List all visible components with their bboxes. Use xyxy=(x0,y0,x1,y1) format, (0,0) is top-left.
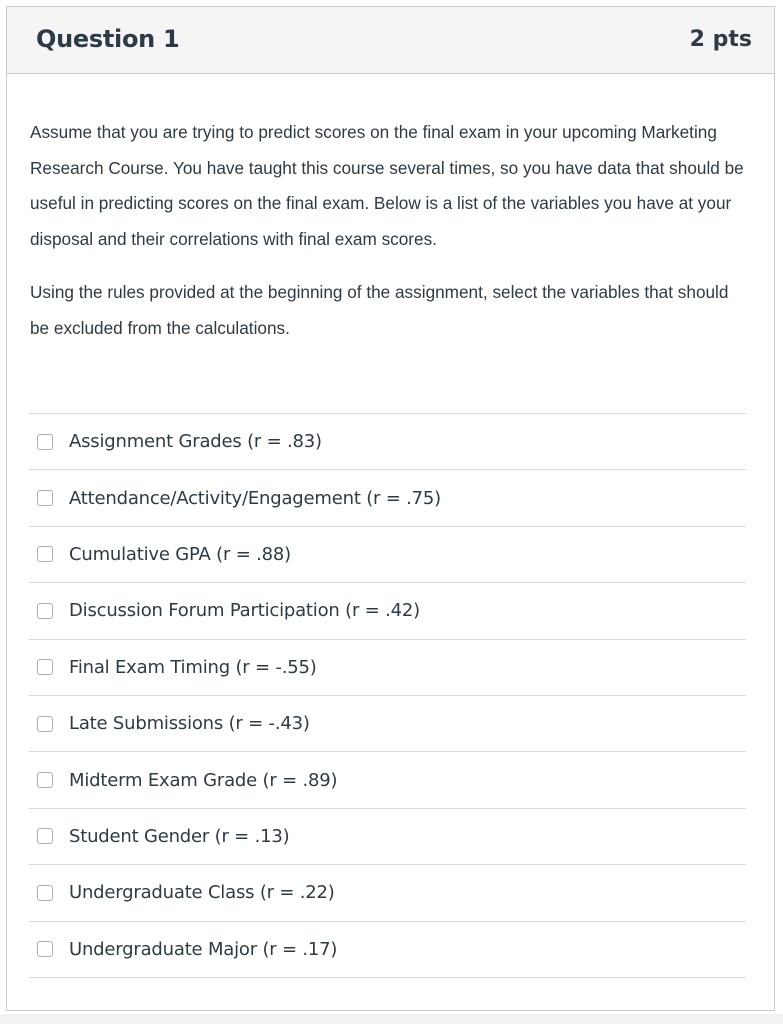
answer-checkbox[interactable] xyxy=(37,603,53,619)
answer-checkbox[interactable] xyxy=(37,772,53,788)
answer-option[interactable] xyxy=(29,583,746,639)
page-bottom-strip xyxy=(0,1014,783,1024)
answer-checkbox[interactable] xyxy=(37,716,53,732)
answer-label[interactable]: Discussion Forum Participation (r = .42) xyxy=(69,600,420,622)
question-title: Question 1 xyxy=(36,25,180,53)
answer-option[interactable] xyxy=(29,922,746,978)
answer-option[interactable] xyxy=(29,527,746,583)
answer-label[interactable]: Attendance/Activity/Engagement (r = .75) xyxy=(69,487,442,509)
answer-checkbox[interactable] xyxy=(37,828,53,844)
answer-label[interactable]: Cumulative GPA (r = .88) xyxy=(69,543,291,565)
answer-option[interactable] xyxy=(29,865,746,921)
question-header xyxy=(7,7,774,74)
answer-label[interactable]: Midterm Exam Grade (r = .89) xyxy=(69,769,338,791)
answer-option[interactable] xyxy=(29,414,746,470)
answer-option[interactable] xyxy=(29,696,746,752)
answer-list xyxy=(29,413,746,978)
answer-option[interactable] xyxy=(29,809,746,865)
question-paragraph: Assume that you are trying to predict scores on the final exam in your upcoming Marketing Research Course. You have taught this course several times, so you have data that should be useful in predicting scores on the final exam. Below is a list of the variables you have at your disposal and their correlations with final exam scores. xyxy=(30,122,744,249)
answer-checkbox[interactable] xyxy=(37,490,53,506)
answer-option[interactable] xyxy=(29,470,746,526)
answer-option[interactable] xyxy=(29,752,746,808)
answer-label[interactable]: Final Exam Timing (r = -.55) xyxy=(69,656,317,678)
question-text xyxy=(30,115,745,347)
answer-label[interactable]: Undergraduate Major (r = .17) xyxy=(69,938,338,960)
answer-label[interactable]: Assignment Grades (r = .83) xyxy=(69,431,322,453)
question-paragraph: Using the rules provided at the beginning of the assignment, select the variables that should be excluded from the calculations. xyxy=(30,282,729,338)
answer-checkbox[interactable] xyxy=(37,659,53,675)
answer-label[interactable]: Undergraduate Class (r = .22) xyxy=(69,882,335,904)
answer-checkbox[interactable] xyxy=(37,434,53,450)
answer-checkbox[interactable] xyxy=(37,546,53,562)
answer-label[interactable]: Student Gender (r = .13) xyxy=(69,825,290,847)
answer-option[interactable] xyxy=(29,640,746,696)
answer-checkbox[interactable] xyxy=(37,941,53,957)
answer-label[interactable]: Late Submissions (r = -.43) xyxy=(69,713,310,735)
question-points: 2 pts xyxy=(689,27,752,52)
answer-checkbox[interactable] xyxy=(37,885,53,901)
